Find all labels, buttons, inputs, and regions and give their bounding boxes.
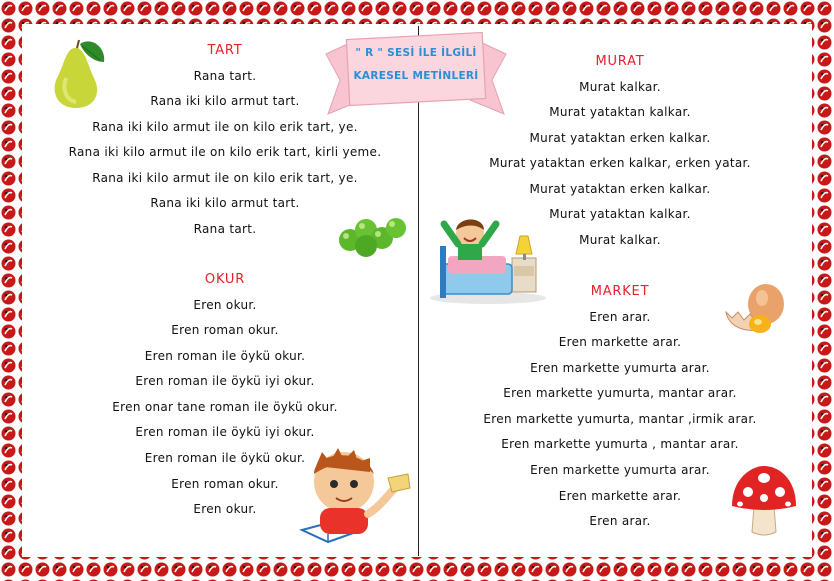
poem-line: Eren okur. [193,297,257,312]
banner-line-2: KARESEL METİNLERİ [353,70,479,82]
poem-line: Rana iki kilo armut tart. [150,196,300,211]
poem-title: MURAT [595,54,645,69]
boy-in-bed-image [428,206,546,306]
eggs-image [722,282,792,338]
banner-line-1: " R " SESİ İLE İLGİLİ [355,47,477,59]
poem-line: Eren markette arar. [558,335,682,350]
poem-line: Murat yataktan kalkar. [549,105,691,120]
poem-line: Eren markette yumurta, mantar ,irmik arar. [483,411,757,426]
poem-line: Eren roman ile öykü iyi okur. [135,374,315,389]
poem-line: Eren arar. [589,309,651,324]
poem-line: Eren markette yumurta, mantar arar. [503,386,737,401]
poem-line: Rana iki kilo armut ile on kilo erik tart, ye. [92,119,358,134]
poem-line: Eren markette yumurta arar. [530,463,710,478]
poem-title: TART [207,43,243,58]
poem-line: Murat kalkar. [579,79,661,94]
poem-line: Murat yataktan erken kalkar. [529,181,711,196]
boy-reading-image [292,444,414,552]
poem-line: Rana tart. [193,68,257,83]
green-plums-image [336,212,410,258]
poem-line: Eren onar tane roman ile öykü okur. [112,399,338,414]
poem-line: Murat yataktan erken kalkar, erken yatar. [489,156,751,171]
poem-line: Eren roman ile öykü okur. [144,451,306,466]
poem-line: Eren markette yumurta arar. [530,360,710,375]
poem-line: Rana tart. [193,222,257,237]
pear-image [44,38,110,110]
poem-line: Murat yataktan kalkar. [549,207,691,222]
poem-title: MARKET [590,284,650,299]
poem-line: Eren markette arar. [558,488,682,503]
mushroom-image [728,464,800,538]
poem-line: Eren roman ile öykü okur. [144,348,306,363]
poem-title: OKUR [204,272,246,287]
poem-line: Rana iki kilo armut ile on kilo erik tart, kirli yeme. [68,145,382,160]
poem-line: Murat yataktan erken kalkar. [529,130,711,145]
poem-line: Rana iki kilo armut ile on kilo erik tart, ye. [92,170,358,185]
poem-line: Rana iki kilo armut tart. [150,94,300,109]
poem-line: Eren markette yumurta , mantar arar. [501,437,739,452]
poem-line: Murat kalkar. [579,233,661,248]
poem-line: Eren arar. [589,514,651,529]
poem-line: Eren roman okur. [171,323,279,338]
poem-line: Eren roman ile öykü iyi okur. [135,425,315,440]
poem-line: Eren okur. [193,502,257,517]
poem-line: Eren roman okur. [171,476,279,491]
